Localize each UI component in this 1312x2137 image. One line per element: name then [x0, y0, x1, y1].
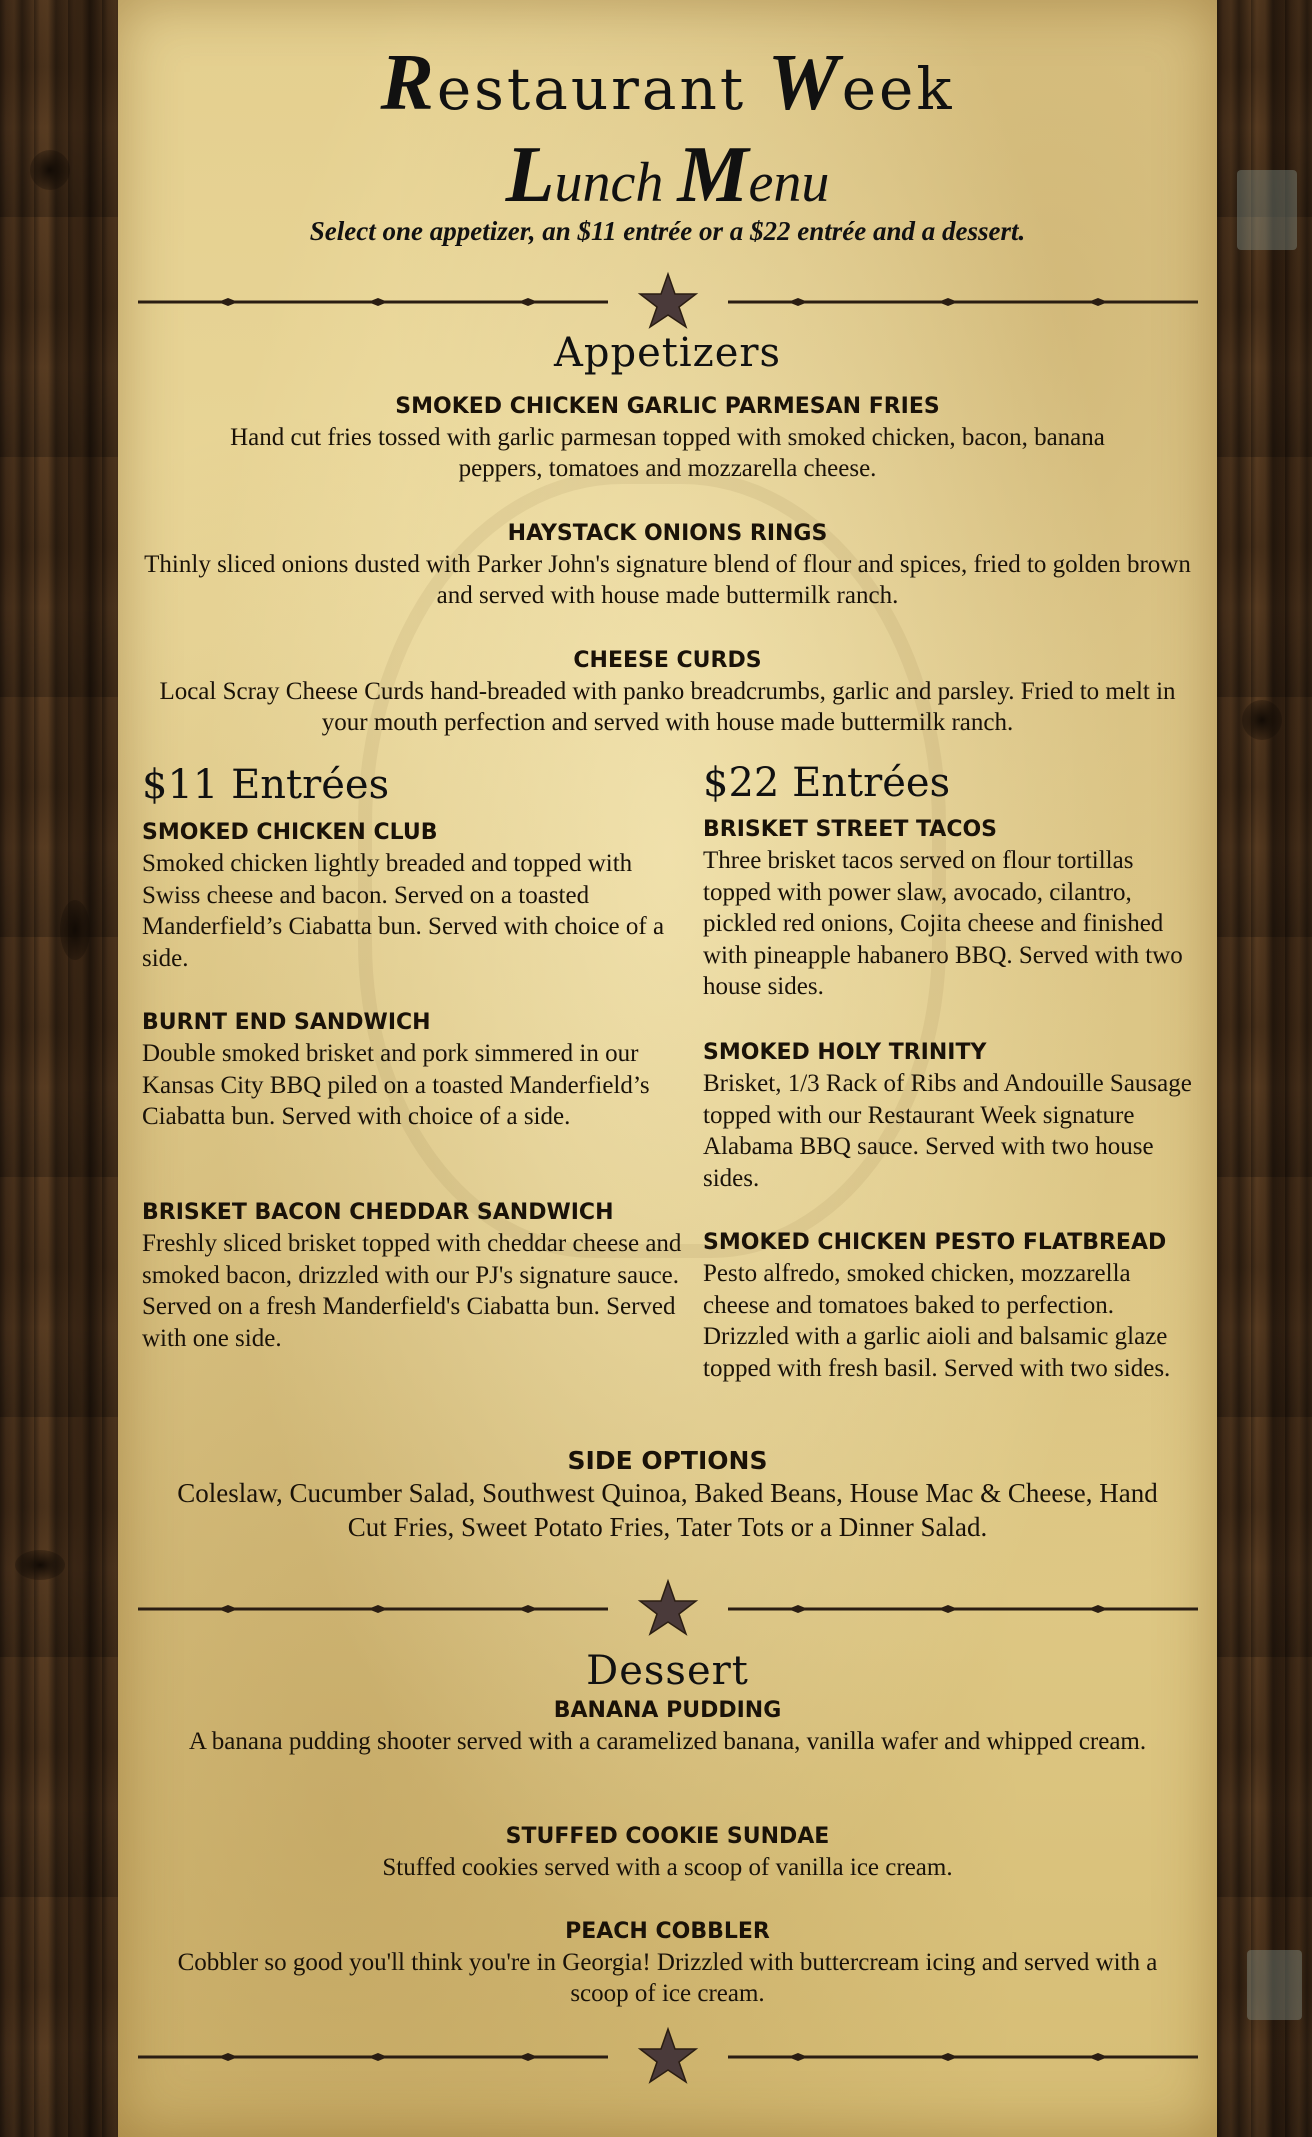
wood-border-left: [0, 0, 118, 2137]
appetizer-item: HAYSTACK ONIONS RINGS Thinly sliced onions dusted with Parker John's signature blend of flour and spices, fried to golden brown and served with house made buttermilk ranch.: [144, 521, 1191, 609]
title-line-2: Lunch Menu: [505, 131, 830, 219]
wood-border-right: [1217, 0, 1312, 2137]
entree-22-item: SMOKED CHICKEN PESTO FLATBREAD Pesto alfredo, smoked chicken, mozzarella cheese and tomatoes baked to perfection. Drizzled with a garlic aioli and balsamic glaze topped with fresh basil. Served with two sides.: [703, 1230, 1171, 1382]
menu-paper: [118, 0, 1217, 2137]
appetizer-item: CHEESE CURDS Local Scray Cheese Curds hand-breaded with panko breadcrumbs, garlic and parsley. Fried to melt in your mouth perfection and served with house made buttermilk ranch.: [159, 648, 1176, 736]
dessert-heading: Dessert: [586, 1648, 749, 1694]
entrees-11-heading: $11 Entrées: [142, 762, 390, 808]
entree-22-item: SMOKED HOLY TRINITY Brisket, 1/3 Rack of Ribs and Andouille Sausage topped with our Restaurant Week signature Alabama BBQ sauce. Served with two house sides.: [703, 1040, 1192, 1192]
dessert-item: STUFFED COOKIE SUNDAE Stuffed cookies served with a scoop of vanilla ice cream.: [382, 1824, 953, 1881]
entrees-22-heading: $22 Entrées: [703, 760, 951, 806]
appetizer-item: SMOKED CHICKEN GARLIC PARMESAN FRIES Hand cut fries tossed with garlic parmesan topped with smoked chicken, bacon, banana peppers, tomatoes and mozzarella cheese.: [230, 394, 1105, 482]
entree-11-item: BURNT END SANDWICH Double smoked brisket and pork simmered in our Kansas City BBQ piled on a toasted Manderfield’s Ciabatta bun. Served with choice of a side.: [142, 1010, 650, 1130]
appetizers-heading: Appetizers: [553, 330, 782, 376]
dessert-item: BANANA PUDDING A banana pudding shooter served with a caramelized banana, vanilla wafer and whipped cream.: [188, 1698, 1147, 1755]
star-barbed-wire-icon: [138, 1577, 1198, 1637]
entree-11-item: SMOKED CHICKEN CLUB Smoked chicken lightly breaded and topped with Swiss cheese and bacon. Served on a toasted Manderfield’s Ciabatta bun. Served with choice of a side.: [142, 820, 665, 972]
title-line-1: Restaurant Week: [380, 39, 955, 127]
entree-11-item: BRISKET BACON CHEDDAR SANDWICH Freshly sliced brisket topped with cheddar cheese and smoked bacon, drizzled with our PJ's signature sauce. Served on a fresh Manderfield's Ciabatta bun. Served with one side.: [142, 1200, 682, 1352]
star-barbed-wire-icon: [138, 2025, 1198, 2085]
entree-22-item: BRISKET STREET TACOS Three brisket tacos served on flour tortillas topped with power slaw, avocado, cilantro, pickled red onions, Cojita cheese and finished with pineapple habanero BBQ. Served with two house sides.: [703, 817, 1183, 1000]
menu-subtitle: Select one appetizer, an $11 entrée or a $22 entrée and a dessert.: [309, 216, 1026, 246]
dessert-item: PEACH COBBLER Cobbler so good you'll think you're in Georgia! Drizzled with buttercream icing and served with a scoop of ice cream.: [177, 1919, 1158, 2007]
star-barbed-wire-icon: [138, 270, 1198, 330]
side-options: SIDE OPTIONS Coleslaw, Cucumber Salad, Southwest Quinoa, Baked Beans, House Mac & Cheese, Hand Cut Fries, Sweet Potato Fries, Tater Tots or a Dinner Salad.: [177, 1446, 1158, 1542]
